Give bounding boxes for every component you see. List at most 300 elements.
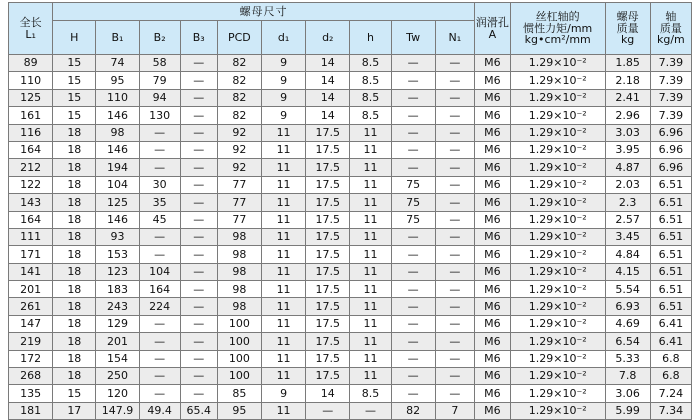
cell-lube-hole: M6 <box>474 350 510 367</box>
cell-pcd: 82 <box>217 72 261 89</box>
cell-lube-hole: M6 <box>474 368 510 385</box>
header-col-b1: B₁ <box>96 21 139 55</box>
table-row <box>9 72 692 89</box>
cell-n1: — <box>435 72 474 89</box>
cell-tw: — <box>391 89 435 106</box>
cell-tw: — <box>391 228 435 245</box>
cell-shaft-mass: 6.51 <box>650 298 691 315</box>
cell-shaft-mass: 7.34 <box>650 402 691 419</box>
cell-pcd: 85 <box>217 385 261 402</box>
cell-inertia: 1.29×10⁻² <box>510 315 605 332</box>
cell-shaft-mass: 6.41 <box>650 333 691 350</box>
cell-shaft-mass: 6.8 <box>650 350 691 367</box>
cell-inertia: 1.29×10⁻² <box>510 385 605 402</box>
cell-b1: 98 <box>96 124 139 141</box>
cell-h: 18 <box>53 211 96 228</box>
cell-inertia: 1.29×10⁻² <box>510 298 605 315</box>
cell-h-small: 11 <box>350 350 391 367</box>
cell-b1: 201 <box>96 333 139 350</box>
cell-b3: — <box>180 141 217 158</box>
cell-h-small: 11 <box>350 141 391 158</box>
cell-n1: — <box>435 350 474 367</box>
cell-d1: 11 <box>261 298 305 315</box>
cell-nut-mass: 6.54 <box>605 333 650 350</box>
cell-h-small: 11 <box>350 211 391 228</box>
cell-h: 17 <box>53 402 96 419</box>
cell-tw: 75 <box>391 176 435 193</box>
cell-inertia: 1.29×10⁻² <box>510 333 605 350</box>
cell-h-small: 11 <box>350 159 391 176</box>
header-col-pcd: PCD <box>217 21 261 55</box>
cell-b3: — <box>180 228 217 245</box>
cell-d2: 17.5 <box>306 124 350 141</box>
cell-total-length: 89 <box>9 55 53 72</box>
cell-h-small: — <box>350 402 391 419</box>
cell-b1: 194 <box>96 159 139 176</box>
cell-b2: 58 <box>139 55 180 72</box>
cell-nut-mass: 6.93 <box>605 298 650 315</box>
cell-h-small: 11 <box>350 315 391 332</box>
cell-pcd: 77 <box>217 176 261 193</box>
header-total-length <box>9 3 53 55</box>
cell-nut-mass: 3.03 <box>605 124 650 141</box>
cell-shaft-mass: 6.51 <box>650 246 691 263</box>
cell-total-length: 268 <box>9 368 53 385</box>
cell-h-small: 11 <box>350 228 391 245</box>
cell-tw: — <box>391 55 435 72</box>
table-row <box>9 176 692 193</box>
cell-b2: — <box>139 385 180 402</box>
cell-total-length: 147 <box>9 315 53 332</box>
cell-pcd: 82 <box>217 107 261 124</box>
cell-inertia: 1.29×10⁻² <box>510 176 605 193</box>
cell-lube-hole: M6 <box>474 159 510 176</box>
cell-shaft-mass: 6.96 <box>650 159 691 176</box>
header-col-n1: N₁ <box>435 21 474 55</box>
cell-n1: 7 <box>435 402 474 419</box>
cell-b2: 30 <box>139 176 180 193</box>
cell-total-length: 111 <box>9 228 53 245</box>
cell-h-small: 11 <box>350 124 391 141</box>
cell-h: 18 <box>53 228 96 245</box>
cell-inertia: 1.29×10⁻² <box>510 350 605 367</box>
cell-h: 18 <box>53 298 96 315</box>
cell-lube-hole: M6 <box>474 72 510 89</box>
cell-b3: — <box>180 333 217 350</box>
cell-h-small: 11 <box>350 246 391 263</box>
table-row <box>9 298 692 315</box>
cell-total-length: 135 <box>9 385 53 402</box>
table-row <box>9 89 692 106</box>
cell-n1: — <box>435 333 474 350</box>
cell-pcd: 95 <box>217 402 261 419</box>
cell-b3: — <box>180 124 217 141</box>
cell-d2: 17.5 <box>306 176 350 193</box>
header-col-d2: d₂ <box>306 21 350 55</box>
cell-nut-mass: 5.33 <box>605 350 650 367</box>
header-total-length-bottom: L₁ <box>25 27 36 41</box>
table-row <box>9 228 692 245</box>
cell-tw: 82 <box>391 402 435 419</box>
cell-nut-mass: 2.96 <box>605 107 650 124</box>
cell-shaft-mass: 6.96 <box>650 124 691 141</box>
cell-d1: 11 <box>261 211 305 228</box>
header-col-h-small: h <box>350 21 391 55</box>
header-col-tw: Tw <box>391 21 435 55</box>
cell-d2: 17.5 <box>306 368 350 385</box>
cell-nut-mass: 5.99 <box>605 402 650 419</box>
cell-d2: 17.5 <box>306 315 350 332</box>
header-nut-dimensions: 螺母尺寸 <box>53 3 475 21</box>
cell-lube-hole: M6 <box>474 281 510 298</box>
cell-b3: — <box>180 211 217 228</box>
cell-b1: 120 <box>96 385 139 402</box>
cell-tw: — <box>391 350 435 367</box>
cell-lube-hole: M6 <box>474 55 510 72</box>
table-row <box>9 55 692 72</box>
cell-total-length: 161 <box>9 107 53 124</box>
cell-h-small: 11 <box>350 368 391 385</box>
cell-total-length: 172 <box>9 350 53 367</box>
cell-b3: — <box>180 55 217 72</box>
cell-nut-mass: 2.3 <box>605 194 650 211</box>
cell-nut-mass: 3.45 <box>605 228 650 245</box>
cell-b3: — <box>180 350 217 367</box>
cell-tw: — <box>391 159 435 176</box>
table-row <box>9 402 692 419</box>
cell-lube-hole: M6 <box>474 107 510 124</box>
cell-total-length: 164 <box>9 211 53 228</box>
cell-shaft-mass: 6.51 <box>650 211 691 228</box>
cell-lube-hole: M6 <box>474 402 510 419</box>
cell-h: 15 <box>53 89 96 106</box>
cell-b2: — <box>139 315 180 332</box>
table-row <box>9 315 692 332</box>
cell-h: 18 <box>53 246 96 263</box>
cell-pcd: 92 <box>217 124 261 141</box>
cell-d1: 11 <box>261 281 305 298</box>
cell-nut-mass: 3.06 <box>605 385 650 402</box>
cell-d2: 17.5 <box>306 211 350 228</box>
cell-inertia: 1.29×10⁻² <box>510 107 605 124</box>
cell-shaft-mass: 6.51 <box>650 194 691 211</box>
cell-h: 18 <box>53 281 96 298</box>
cell-nut-mass: 3.95 <box>605 141 650 158</box>
cell-b3: — <box>180 246 217 263</box>
cell-h: 18 <box>53 159 96 176</box>
cell-n1: — <box>435 298 474 315</box>
cell-shaft-mass: 6.8 <box>650 368 691 385</box>
table-row <box>9 194 692 211</box>
cell-b2: 45 <box>139 211 180 228</box>
cell-pcd: 98 <box>217 246 261 263</box>
cell-tw: — <box>391 298 435 315</box>
cell-b1: 104 <box>96 176 139 193</box>
cell-shaft-mass: 7.39 <box>650 55 691 72</box>
header-nut-mass-top: 螺母 <box>616 10 639 24</box>
cell-d2: 17.5 <box>306 350 350 367</box>
cell-lube-hole: M6 <box>474 89 510 106</box>
cell-pcd: 100 <box>217 333 261 350</box>
cell-b2: — <box>139 368 180 385</box>
cell-d1: 9 <box>261 89 305 106</box>
cell-pcd: 100 <box>217 350 261 367</box>
cell-b2: 49.4 <box>139 402 180 419</box>
cell-b1: 146 <box>96 141 139 158</box>
cell-total-length: 110 <box>9 72 53 89</box>
cell-nut-mass: 5.54 <box>605 281 650 298</box>
cell-b1: 123 <box>96 263 139 280</box>
cell-h-small: 11 <box>350 176 391 193</box>
cell-b1: 129 <box>96 315 139 332</box>
cell-n1: — <box>435 246 474 263</box>
table-row <box>9 368 692 385</box>
cell-b2: 164 <box>139 281 180 298</box>
cell-tw: — <box>391 263 435 280</box>
cell-tw: — <box>391 315 435 332</box>
table-row <box>9 350 692 367</box>
header-inertia-line3: kg•cm²/mm <box>524 33 591 47</box>
cell-b1: 243 <box>96 298 139 315</box>
cell-n1: — <box>435 124 474 141</box>
cell-lube-hole: M6 <box>474 124 510 141</box>
cell-d2: 14 <box>306 385 350 402</box>
cell-n1: — <box>435 281 474 298</box>
header-shaft-mass <box>650 3 691 55</box>
cell-h-small: 11 <box>350 194 391 211</box>
cell-shaft-mass: 6.51 <box>650 263 691 280</box>
cell-b1: 154 <box>96 350 139 367</box>
cell-inertia: 1.29×10⁻² <box>510 263 605 280</box>
cell-total-length: 125 <box>9 89 53 106</box>
cell-h: 15 <box>53 72 96 89</box>
header-lube-hole <box>474 3 510 55</box>
cell-total-length: 219 <box>9 333 53 350</box>
cell-h: 18 <box>53 315 96 332</box>
cell-b3: — <box>180 281 217 298</box>
cell-b1: 183 <box>96 281 139 298</box>
table-row <box>9 141 692 158</box>
cell-inertia: 1.29×10⁻² <box>510 211 605 228</box>
cell-b2: — <box>139 228 180 245</box>
cell-inertia: 1.29×10⁻² <box>510 402 605 419</box>
cell-n1: — <box>435 176 474 193</box>
cell-lube-hole: M6 <box>474 176 510 193</box>
cell-n1: — <box>435 194 474 211</box>
cell-n1: — <box>435 89 474 106</box>
cell-nut-mass: 2.57 <box>605 211 650 228</box>
cell-n1: — <box>435 263 474 280</box>
cell-h: 18 <box>53 368 96 385</box>
cell-b1: 146 <box>96 107 139 124</box>
table-row <box>9 385 692 402</box>
cell-tw: — <box>391 385 435 402</box>
header-inertia-line1: 丝杠轴的 <box>535 10 580 24</box>
cell-pcd: 82 <box>217 89 261 106</box>
table-row <box>9 281 692 298</box>
cell-h-small: 11 <box>350 298 391 315</box>
cell-n1: — <box>435 385 474 402</box>
cell-inertia: 1.29×10⁻² <box>510 89 605 106</box>
cell-total-length: 201 <box>9 281 53 298</box>
cell-nut-mass: 2.41 <box>605 89 650 106</box>
cell-h: 18 <box>53 194 96 211</box>
cell-tw: — <box>391 107 435 124</box>
cell-d1: 11 <box>261 159 305 176</box>
cell-d1: 11 <box>261 141 305 158</box>
cell-b2: — <box>139 246 180 263</box>
cell-b2: 94 <box>139 89 180 106</box>
header-shaft-mass-bottom: kg/m <box>656 33 685 47</box>
cell-nut-mass: 4.84 <box>605 246 650 263</box>
cell-d1: 11 <box>261 124 305 141</box>
cell-d2: 17.5 <box>306 281 350 298</box>
spec-table <box>8 2 692 420</box>
cell-n1: — <box>435 141 474 158</box>
header-lube-bottom: A <box>488 27 497 41</box>
cell-total-length: 141 <box>9 263 53 280</box>
cell-h: 18 <box>53 333 96 350</box>
table-row <box>9 263 692 280</box>
cell-inertia: 1.29×10⁻² <box>510 124 605 141</box>
cell-b3: — <box>180 89 217 106</box>
cell-h-small: 8.5 <box>350 89 391 106</box>
cell-b2: 130 <box>139 107 180 124</box>
cell-inertia: 1.29×10⁻² <box>510 141 605 158</box>
cell-h-small: 8.5 <box>350 385 391 402</box>
cell-b2: 79 <box>139 72 180 89</box>
cell-pcd: 82 <box>217 55 261 72</box>
header-nut-mass-mid: 质量 <box>616 21 639 35</box>
table-row <box>9 246 692 263</box>
cell-inertia: 1.29×10⁻² <box>510 246 605 263</box>
cell-tw: — <box>391 368 435 385</box>
cell-b1: 153 <box>96 246 139 263</box>
cell-shaft-mass: 6.51 <box>650 176 691 193</box>
cell-b1: 95 <box>96 72 139 89</box>
cell-tw: — <box>391 246 435 263</box>
cell-n1: — <box>435 228 474 245</box>
cell-tw: 75 <box>391 194 435 211</box>
cell-d1: 9 <box>261 107 305 124</box>
cell-b3: — <box>180 176 217 193</box>
cell-shaft-mass: 7.39 <box>650 107 691 124</box>
cell-inertia: 1.29×10⁻² <box>510 368 605 385</box>
cell-lube-hole: M6 <box>474 315 510 332</box>
cell-pcd: 98 <box>217 281 261 298</box>
cell-d1: 9 <box>261 55 305 72</box>
cell-d1: 11 <box>261 402 305 419</box>
header-col-h: H <box>53 21 96 55</box>
table-row <box>9 159 692 176</box>
cell-pcd: 98 <box>217 228 261 245</box>
cell-h: 15 <box>53 55 96 72</box>
header-nut-mass <box>605 3 650 55</box>
cell-h: 18 <box>53 141 96 158</box>
cell-b2: 104 <box>139 263 180 280</box>
cell-n1: — <box>435 107 474 124</box>
cell-total-length: 164 <box>9 141 53 158</box>
cell-total-length: 116 <box>9 124 53 141</box>
cell-b3: — <box>180 298 217 315</box>
table-row <box>9 211 692 228</box>
header-nut-mass-bottom: kg <box>620 33 635 47</box>
cell-d1: 11 <box>261 246 305 263</box>
cell-shaft-mass: 7.39 <box>650 89 691 106</box>
cell-tw: — <box>391 281 435 298</box>
cell-b1: 93 <box>96 228 139 245</box>
cell-d2: 17.5 <box>306 246 350 263</box>
cell-d2: 14 <box>306 89 350 106</box>
cell-h-small: 11 <box>350 281 391 298</box>
cell-shaft-mass: 7.39 <box>650 72 691 89</box>
cell-b3: — <box>180 159 217 176</box>
cell-n1: — <box>435 368 474 385</box>
cell-b1: 125 <box>96 194 139 211</box>
cell-d1: 11 <box>261 350 305 367</box>
cell-b2: — <box>139 333 180 350</box>
cell-total-length: 212 <box>9 159 53 176</box>
cell-lube-hole: M6 <box>474 211 510 228</box>
cell-d2: — <box>306 402 350 419</box>
cell-d2: 17.5 <box>306 263 350 280</box>
cell-n1: — <box>435 159 474 176</box>
cell-tw: — <box>391 72 435 89</box>
cell-h-small: 8.5 <box>350 72 391 89</box>
cell-b1: 147.9 <box>96 402 139 419</box>
cell-lube-hole: M6 <box>474 228 510 245</box>
header-total-length-top: 全长 <box>19 15 42 29</box>
header-col-b2: B₂ <box>139 21 180 55</box>
cell-b1: 146 <box>96 211 139 228</box>
cell-total-length: 181 <box>9 402 53 419</box>
cell-d2: 17.5 <box>306 194 350 211</box>
cell-b3: 65.4 <box>180 402 217 419</box>
cell-shaft-mass: 6.51 <box>650 228 691 245</box>
cell-lube-hole: M6 <box>474 246 510 263</box>
cell-lube-hole: M6 <box>474 385 510 402</box>
spec-table-body <box>9 55 692 420</box>
header-shaft-mass-mid: 质量 <box>659 21 682 35</box>
header-lube-top: 润滑孔 <box>475 15 509 29</box>
cell-d2: 17.5 <box>306 228 350 245</box>
cell-n1: — <box>435 211 474 228</box>
header-inertia-line2: 惯性力矩/mm <box>523 21 593 35</box>
cell-d2: 17.5 <box>306 141 350 158</box>
cell-d1: 9 <box>261 72 305 89</box>
header-col-b3: B₃ <box>180 21 217 55</box>
cell-h-small: 8.5 <box>350 55 391 72</box>
cell-b2: — <box>139 350 180 367</box>
cell-inertia: 1.29×10⁻² <box>510 72 605 89</box>
cell-b3: — <box>180 72 217 89</box>
cell-h: 18 <box>53 176 96 193</box>
cell-n1: — <box>435 315 474 332</box>
cell-shaft-mass: 6.96 <box>650 141 691 158</box>
cell-lube-hole: M6 <box>474 141 510 158</box>
header-inertia <box>510 3 605 55</box>
cell-lube-hole: M6 <box>474 333 510 350</box>
cell-total-length: 171 <box>9 246 53 263</box>
cell-tw: 75 <box>391 211 435 228</box>
header-shaft-mass-top: 轴 <box>665 10 677 24</box>
cell-nut-mass: 2.18 <box>605 72 650 89</box>
cell-d2: 14 <box>306 107 350 124</box>
cell-d2: 17.5 <box>306 159 350 176</box>
cell-h: 15 <box>53 107 96 124</box>
cell-d1: 11 <box>261 176 305 193</box>
cell-b3: — <box>180 263 217 280</box>
